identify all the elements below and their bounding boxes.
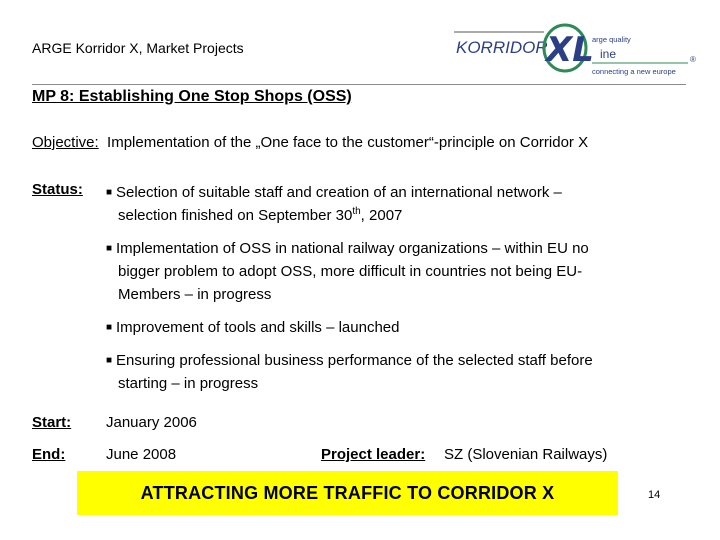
- korridor-x-line-logo: [452, 22, 702, 82]
- status-item: [106, 181, 666, 227]
- objective-label: Objective:: [32, 134, 99, 151]
- bullet-icon: ■: [106, 322, 113, 333]
- status-line: bigger problem to adopt OSS, more difficult in countries not being EU-: [118, 263, 583, 280]
- status-line: Improvement of tools and skills – launched: [116, 319, 400, 336]
- objective-row: [32, 134, 588, 151]
- project-leader-value: SZ (Slovenian Railways): [444, 446, 608, 463]
- status-item: [106, 349, 666, 395]
- header-divider: [32, 84, 686, 85]
- status-line: Ensuring professional business performance of the selected staff before: [116, 352, 593, 369]
- status-item: [106, 316, 666, 339]
- logo-tagline-top: arge quality: [592, 35, 631, 44]
- bullet-icon: ■: [106, 355, 113, 366]
- project-leader-label: Project leader:: [321, 446, 426, 463]
- objective-text: Implementation of the „One face to the customer“-principle on Corridor X: [107, 134, 589, 151]
- bullet-icon: ■: [106, 187, 113, 198]
- end-label: End:: [32, 446, 66, 463]
- start-value: January 2006: [106, 414, 197, 431]
- footer-banner: ATTRACTING MORE TRAFFIC TO CORRIDOR X: [77, 471, 618, 515]
- logo-tagline-line: ine: [600, 47, 617, 61]
- page-number: 14: [648, 489, 661, 501]
- logo-registered-mark: ®: [690, 55, 696, 64]
- bullet-icon: ■: [106, 243, 113, 254]
- status-line: selection finished on September 30th, 2007: [118, 206, 403, 224]
- status-line: Members – in progress: [118, 286, 272, 303]
- end-value: June 2008: [106, 446, 177, 463]
- logo-word: KORRIDOR: [456, 38, 548, 57]
- logo-letters: XL: [546, 30, 594, 70]
- status-line: starting – in progress: [118, 375, 259, 392]
- status-line: Selection of suitable staff and creation of an international network –: [116, 184, 562, 201]
- page-title: MP 8: Establishing One Stop Shops (OSS): [32, 88, 352, 105]
- status-line: Implementation of OSS in national railway organizations – within EU no: [116, 240, 589, 257]
- status-item: [106, 237, 666, 306]
- status-list: [106, 181, 666, 405]
- header-text: ARGE Korridor X, Market Projects: [32, 40, 244, 56]
- status-label: Status:: [32, 181, 83, 198]
- start-label: Start:: [32, 414, 72, 431]
- logo-tagline-bottom: connecting a new europe: [592, 67, 676, 76]
